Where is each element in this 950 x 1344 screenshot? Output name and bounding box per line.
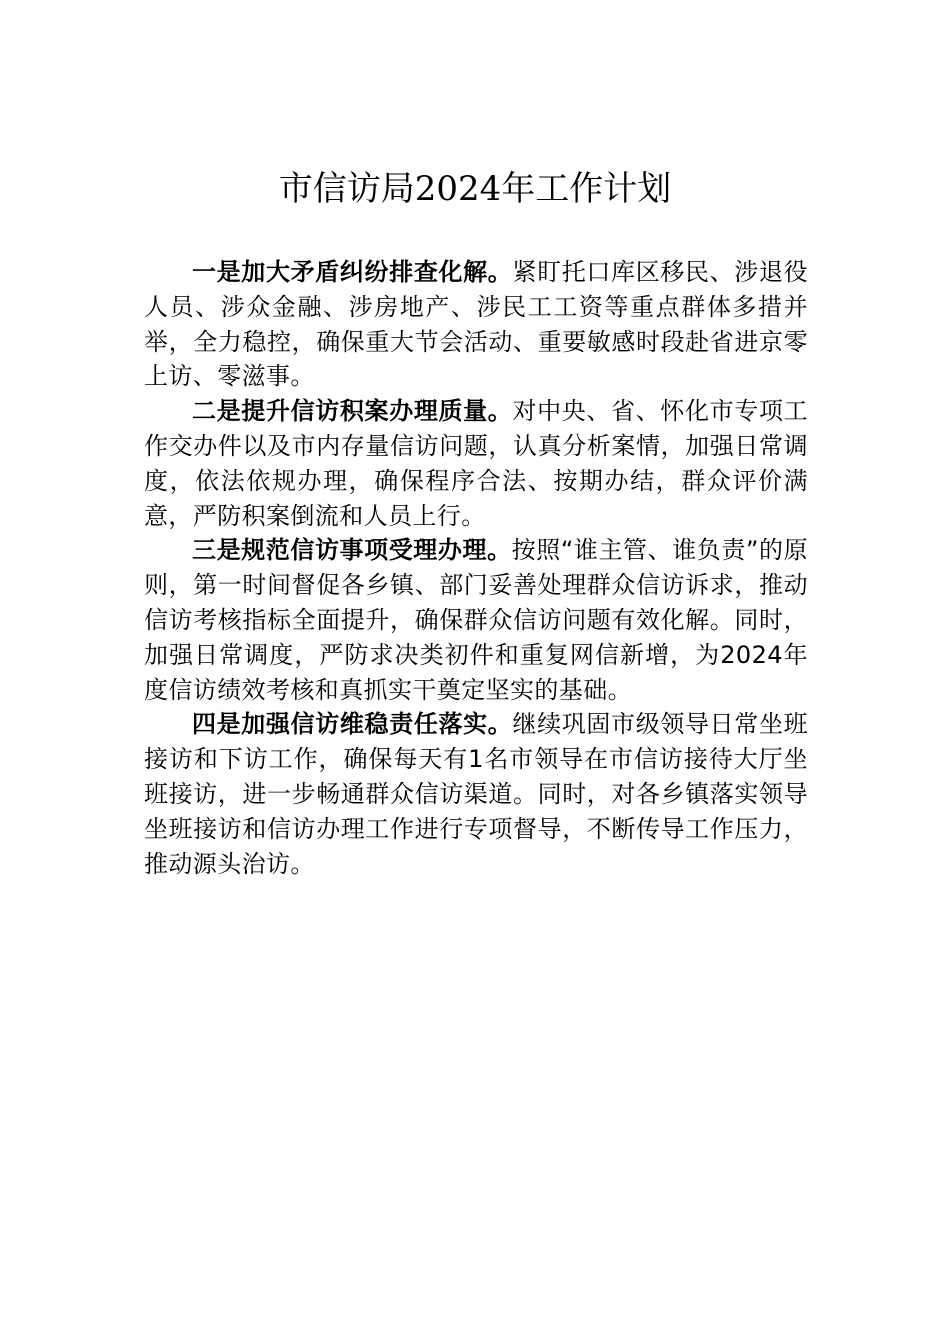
document-title: 市信访局2024年工作计划 xyxy=(278,169,672,209)
paragraph-1 xyxy=(144,255,808,394)
paragraph-3 xyxy=(144,533,808,707)
paragraph-4-text: 继续巩固市级领导日常坐班接访和下访工作，确保每天有1名市领导在市信访接待大厅坐班接访，进一步畅通群众信访渠道。同时，对各乡镇落实领导坐班接访和信访办理工作进行专项督导，不断传导工作压力，推动源头治访。 xyxy=(144,710,808,878)
paragraph-3-lead: 三是规范信访事项受理办理。 xyxy=(192,536,512,565)
paragraph-2 xyxy=(144,394,808,533)
paragraph-3-text: 按照“谁主管、谁负责”的原则，第一时间督促各乡镇、部门妥善处理群众信访诉求，推动信访考核指标全面提升，确保群众信访问题有效化解。同时，加强日常调度，严防求决类初件和重复网信新增，为2024年度信访绩效考核和真抓实干奠定坚实的基础。 xyxy=(144,536,808,704)
document-body xyxy=(144,255,808,881)
paragraph-2-lead: 二是提升信访积案办理质量。 xyxy=(192,397,513,426)
paragraph-2-text: 对中央、省、怀化市专项工作交办件以及市内存量信访问题，认真分析案情，加强日常调度，依法依规办理，确保程序合法、按期办结，群众评价满意，严防积案倒流和人员上行。 xyxy=(144,397,808,530)
paragraph-1-text: 紧盯托口库区移民、涉退役人员、涉众金融、涉房地产、涉民工工资等重点群体多措并举，全力稳控，确保重大节会活动、重要敏感时段赴省进京零上访、零滋事。 xyxy=(144,258,808,391)
paragraph-4-lead: 四是加强信访维稳责任落实。 xyxy=(192,710,513,739)
paragraph-1-lead: 一是加大矛盾纠纷排查化解。 xyxy=(192,258,513,286)
paragraph-4 xyxy=(144,707,808,881)
